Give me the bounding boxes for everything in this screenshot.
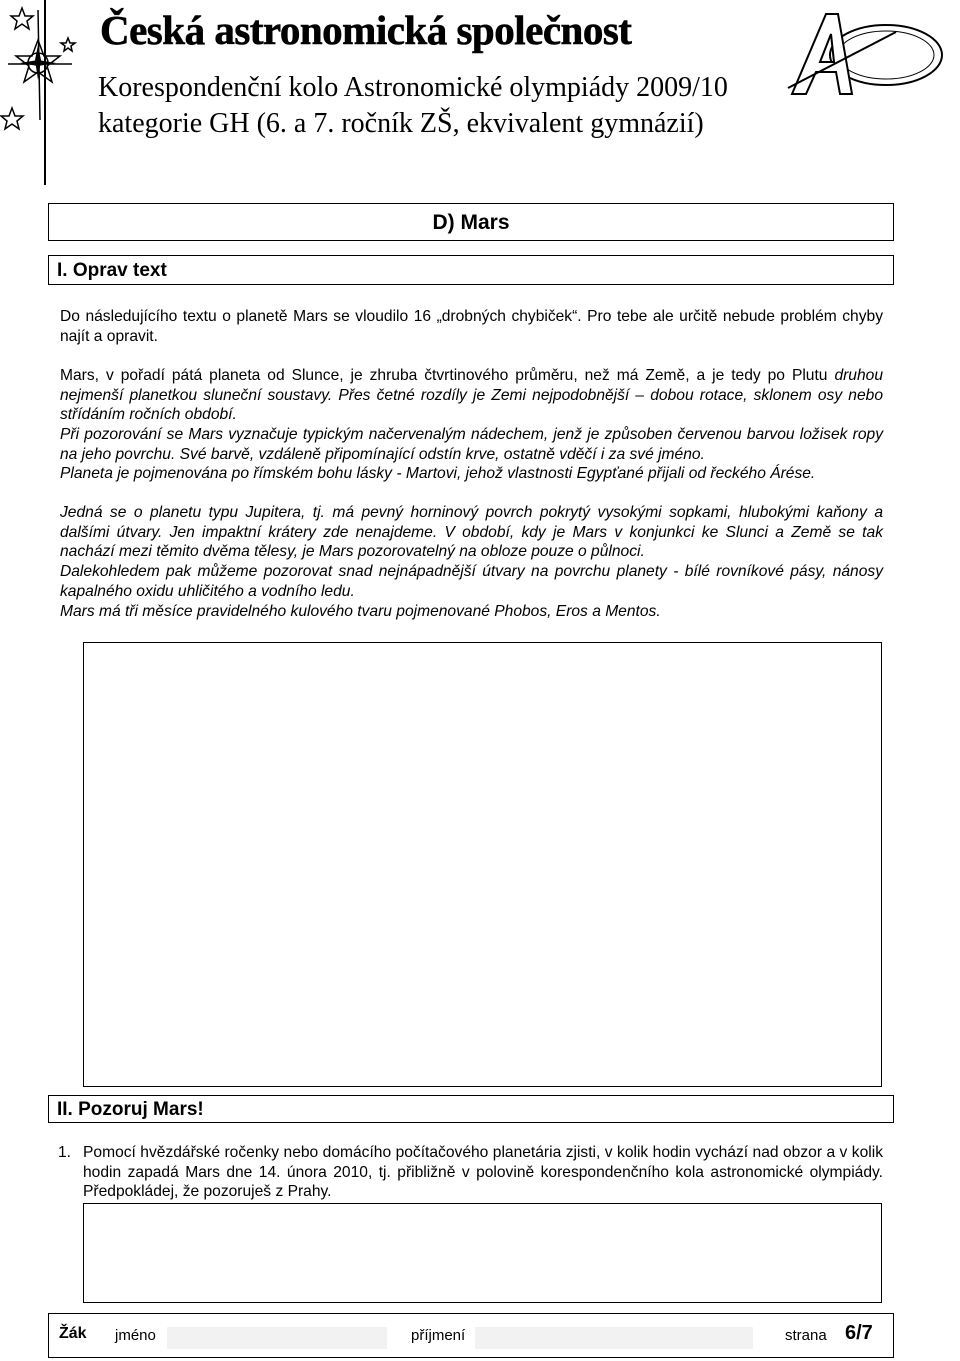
mars-text-paragraph-2: [60, 425, 883, 464]
question-number: 1.: [58, 1144, 72, 1161]
task-title: D) Mars: [432, 211, 510, 234]
mars-text-sentence: Planeta je pojmenována po římském bohu lásky - Martovi, jehož vlastnosti Egypťané přijali od řeckého Árése.: [60, 465, 816, 482]
surname-field[interactable]: [475, 1327, 753, 1349]
mars-text-paragraph-6: [60, 602, 883, 622]
mars-text-fragment: Mars, v pořadí pátá planeta od Slunce, je zhruba čtvrtinového průměru, než má Země, a je tedy po Plutu: [60, 367, 835, 384]
question-1-text: Pomocí hvězdářské ročenky nebo domácího počítačového planetária zjisti, v kolik hodin vychází nad obzor a v kolik hodin zapadá Mars dne 14. února 2010, tj. přibližně v polovině korespondenčního kola astronomické olympiády. Předpokládej, že pozoruješ z Prahy.: [83, 1144, 883, 1201]
page-label: strana: [785, 1327, 827, 1344]
mars-text-sentence: Při pozorování se Mars vyznačuje typickým načervenalým nádechem, jenž je způsoben červenou barvou ložisek ropy na jeho povrchu. Své barvě, vzdáleně připomínající odstín krve, ostatně vděčí i za své jméno.: [60, 426, 883, 463]
mars-text-paragraph-1: [60, 366, 883, 425]
first-name-field[interactable]: [167, 1327, 387, 1349]
mars-text-sentence: Mars má tři měsíce pravidelného kulového tvaru pojmenované Phobos, Eros a Mentos.: [60, 603, 661, 620]
surname-label: příjmení: [411, 1327, 466, 1344]
section-2-header: [48, 1095, 894, 1123]
society-name: Česká astronomická společnost: [100, 7, 632, 53]
star-compass-logo: [0, 0, 98, 185]
mars-text-fragment: druhou nejmenší planetkou sluneční soustavy. Přes četné rozdíly je Zemi nejpodobnější – dobou rotace, sklonem osy nebo střídáním ročních období.: [60, 367, 883, 424]
mars-text-paragraph-4: [60, 503, 883, 562]
section-1-intro: Do následujícího textu o planetě Mars se vloudilo 16 „drobných chybiček“. Pro tebe ale určitě nebude problém chyby najít a opravit.: [60, 308, 883, 345]
olympiad-subtitle: Korespondenční kolo Astronomické olympiády 2009/10: [98, 72, 728, 103]
answer-box-corrections[interactable]: [83, 642, 882, 1087]
mars-text-paragraph-5: [60, 562, 883, 601]
student-footer: [48, 1313, 894, 1358]
answer-box-question-1[interactable]: [83, 1203, 882, 1303]
task-title-box: [48, 203, 894, 241]
mars-text-sentence: Jedná se o planetu typu Jupitera, tj. má pevný horninový povrch pokrytý vysokými sopkami, hlubokými kaňony a dalšími útvary. Jen impaktní krátery zde nenajdeme. V období, kdy je Mars v konjunkci ke Slunci a Země se tak nachází mezi těmito dvěma tělesy, je Mars pozorovatelný na obloze pouze o půlnoci.: [60, 504, 883, 561]
section-1-title: I. Oprav text: [57, 260, 167, 281]
first-name-label: jméno: [115, 1327, 156, 1344]
mars-text-sentence: Dalekohledem pak můžeme pozorovat snad nejnápadnější útvary na povrchu planety - bílé rovníkové pásy, nánosy kapalného oxidu uhličitého a vodního ledu.: [60, 563, 883, 600]
category-subtitle: kategorie GH (6. a 7. ročník ZŠ, ekvivalent gymnázií): [98, 108, 704, 139]
section-1-header: [48, 255, 894, 285]
mars-text-sentence: [60, 367, 883, 423]
student-label: Žák: [59, 1325, 87, 1342]
ao-logo: [786, 10, 946, 100]
section-2-title: II. Pozoruj Mars!: [57, 1099, 204, 1120]
mars-text-paragraph-3: [60, 464, 883, 484]
page-number: 6/7: [845, 1322, 873, 1344]
